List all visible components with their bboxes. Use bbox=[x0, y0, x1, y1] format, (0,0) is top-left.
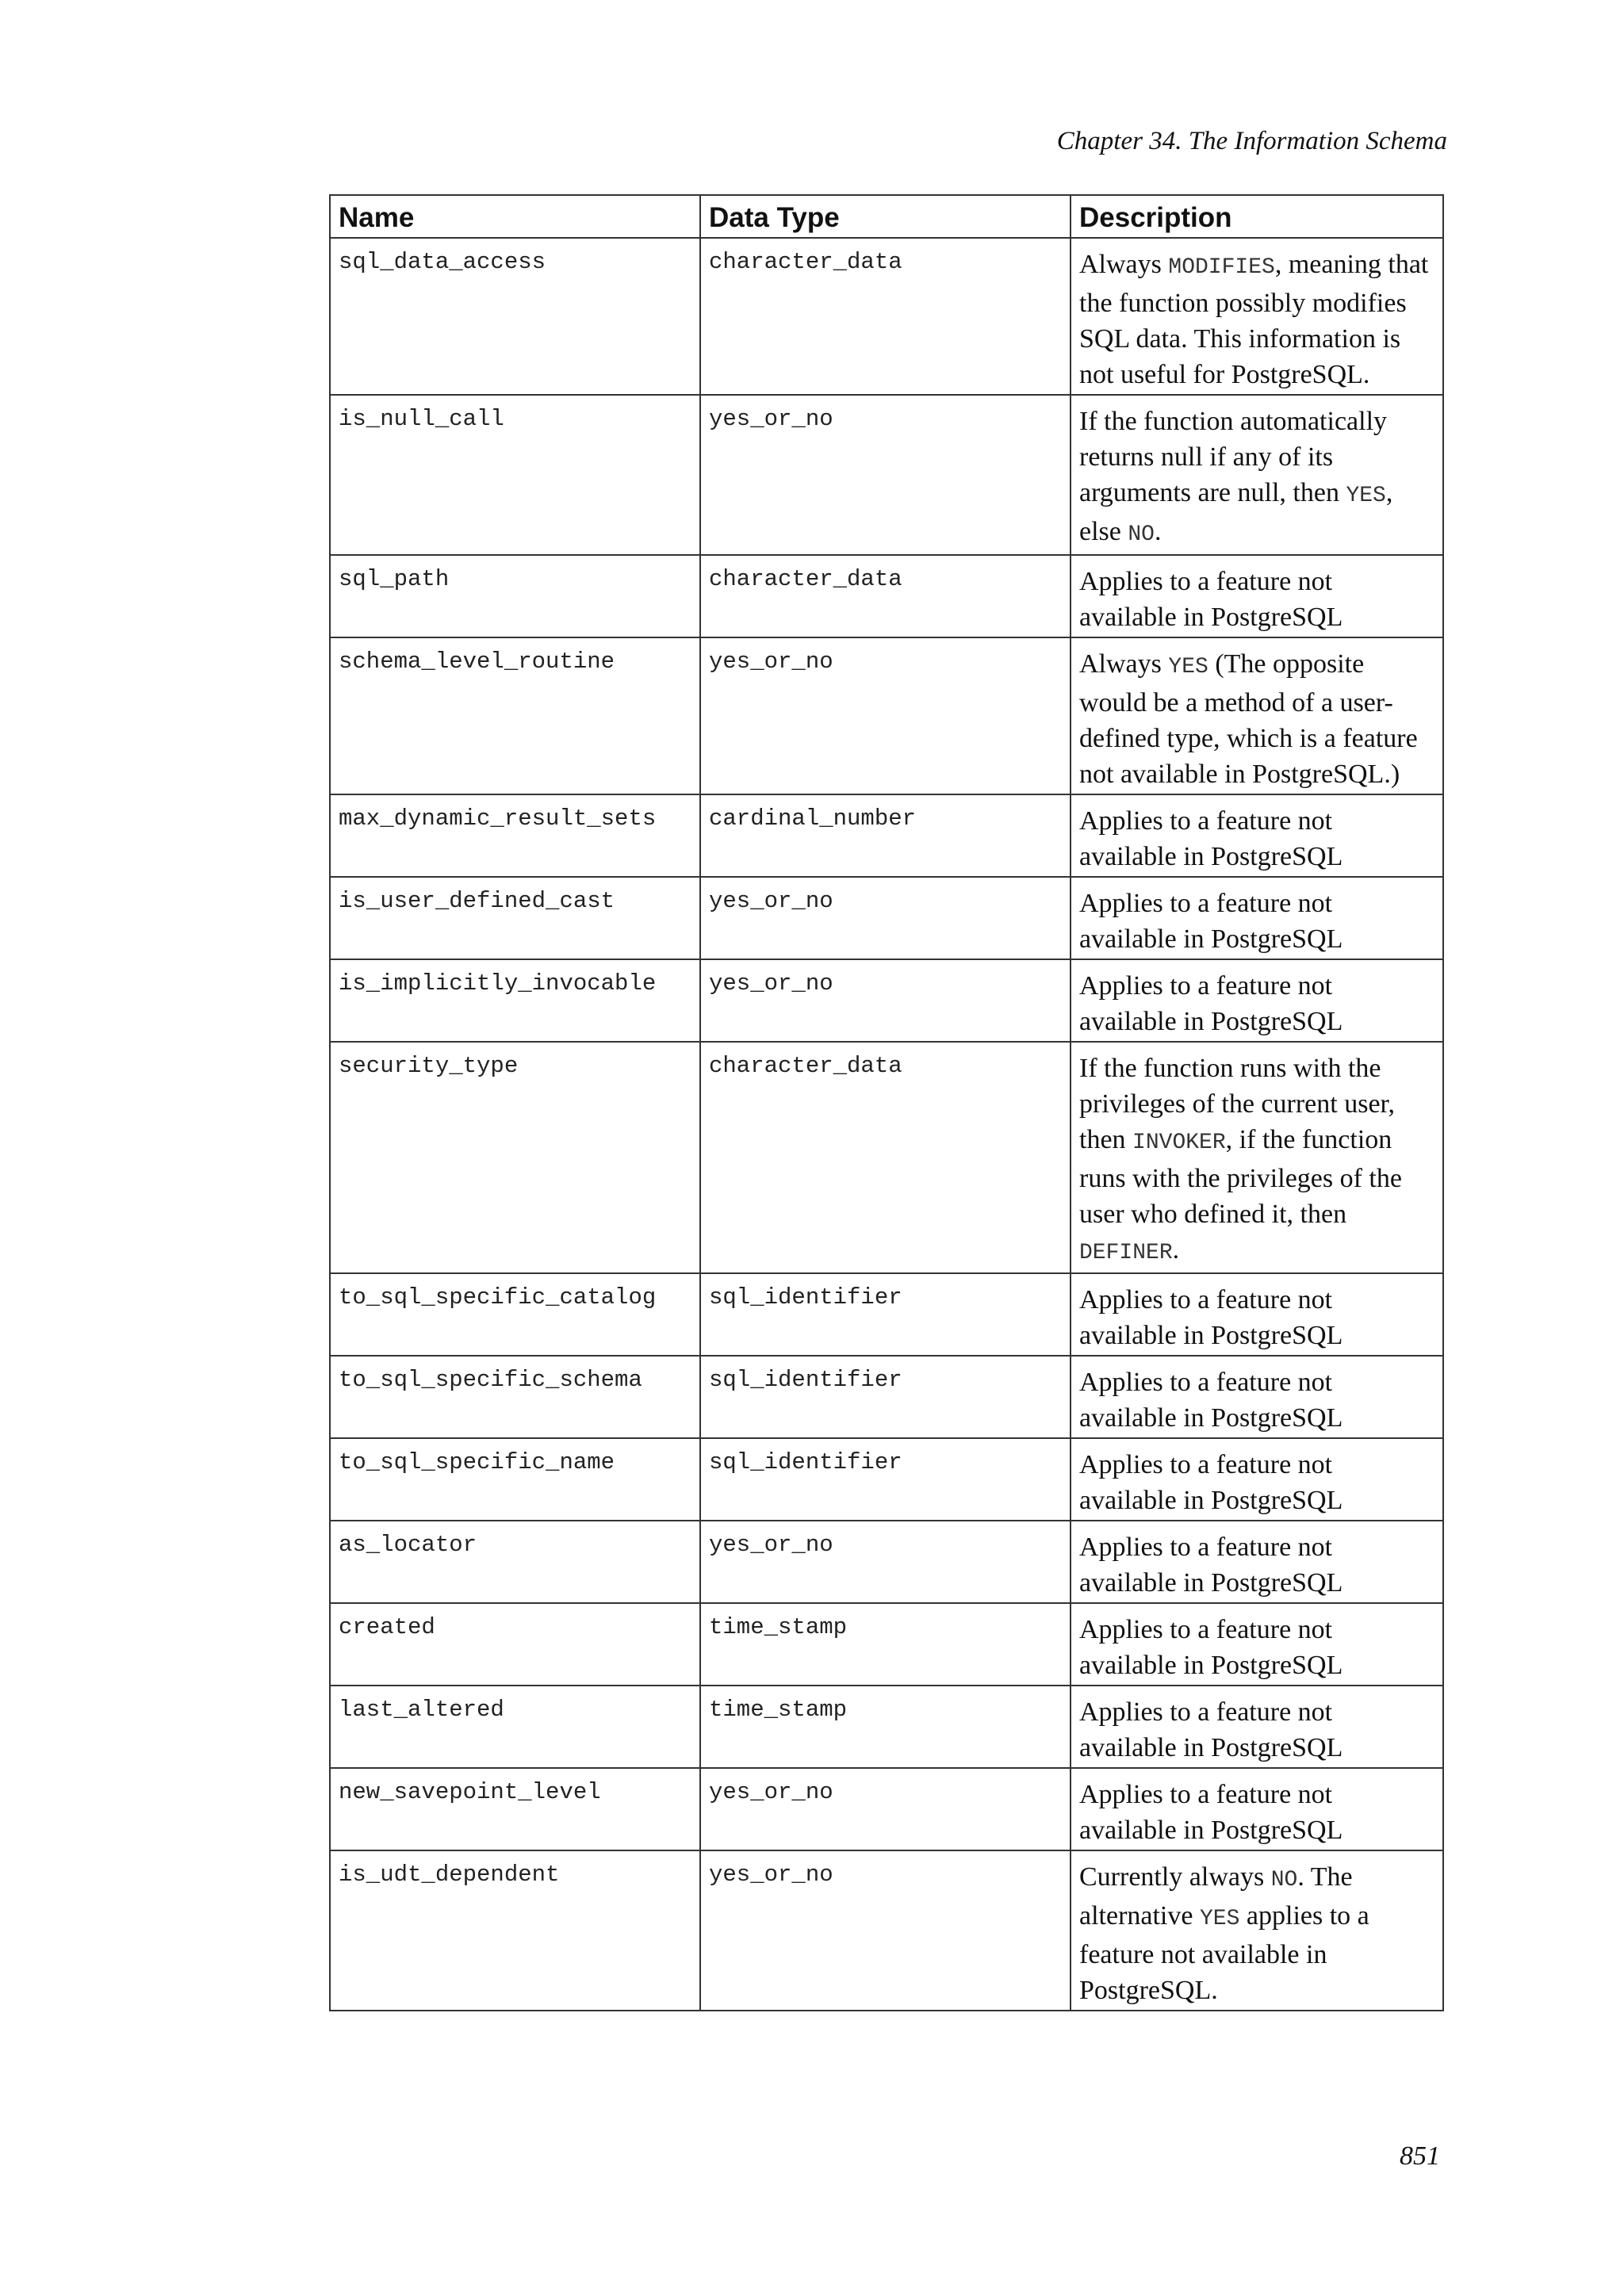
cell-description bbox=[1071, 1273, 1443, 1356]
table-row bbox=[330, 238, 1443, 395]
code-literal: YES bbox=[1168, 655, 1208, 679]
table-row bbox=[330, 1686, 1443, 1768]
table-header bbox=[330, 195, 1443, 238]
description-text: , meaning that the function possibly modifies SQL data. This information is not useful for PostgreSQL. bbox=[1079, 250, 1429, 389]
cell-description bbox=[1071, 1438, 1443, 1521]
cell-data-type: yes_or_no bbox=[700, 1850, 1071, 2011]
running-header: Chapter 34. The Information Schema bbox=[1056, 127, 1447, 155]
cell-description bbox=[1071, 1686, 1443, 1768]
description-text: Applies to a feature not available in PostgreSQL bbox=[1079, 1450, 1343, 1515]
table-row bbox=[330, 637, 1443, 794]
table-row bbox=[330, 1603, 1443, 1686]
description-text: . The alternative bbox=[1079, 1862, 1353, 1931]
description-text: Applies to a feature not available in PostgreSQL bbox=[1079, 1285, 1343, 1350]
code-literal: DEFINER bbox=[1079, 1241, 1173, 1265]
cell-data-type: cardinal_number bbox=[700, 794, 1071, 877]
table-body bbox=[330, 238, 1443, 2011]
cell-column-name: to_sql_specific_catalog bbox=[330, 1273, 700, 1356]
cell-column-name: new_savepoint_level bbox=[330, 1768, 700, 1850]
cell-column-name: is_null_call bbox=[330, 395, 700, 555]
description-text: Always bbox=[1079, 250, 1169, 279]
cell-column-name: sql_data_access bbox=[330, 238, 700, 395]
table-row bbox=[330, 959, 1443, 1042]
cell-description bbox=[1071, 1042, 1443, 1273]
cell-description bbox=[1071, 877, 1443, 959]
cell-data-type: sql_identifier bbox=[700, 1273, 1071, 1356]
description-text: , else bbox=[1079, 478, 1393, 546]
description-text: Applies to a feature not available in PostgreSQL bbox=[1079, 567, 1343, 632]
cell-column-name: as_locator bbox=[330, 1521, 700, 1603]
cell-description bbox=[1071, 1768, 1443, 1850]
description-text: Applies to a feature not available in PostgreSQL bbox=[1079, 1533, 1343, 1598]
description-text: . bbox=[1172, 1235, 1180, 1265]
cell-column-name: is_udt_dependent bbox=[330, 1850, 700, 2011]
table-row bbox=[330, 395, 1443, 555]
cell-data-type: yes_or_no bbox=[700, 959, 1071, 1042]
description-text: . bbox=[1154, 517, 1162, 546]
cell-data-type: yes_or_no bbox=[700, 877, 1071, 959]
description-text: applies to a feature not available in PostgreSQL. bbox=[1079, 1901, 1369, 2005]
column-header-description: Description bbox=[1071, 195, 1443, 238]
description-text: If the function automatically returns null if any of its arguments are null, then bbox=[1079, 407, 1388, 507]
table-row bbox=[330, 555, 1443, 637]
description-text: Applies to a feature not available in PostgreSQL bbox=[1079, 1780, 1343, 1845]
cell-description bbox=[1071, 1850, 1443, 2011]
cell-column-name: to_sql_specific_schema bbox=[330, 1356, 700, 1438]
cell-description bbox=[1071, 637, 1443, 794]
cell-data-type: yes_or_no bbox=[700, 1768, 1071, 1850]
code-literal: YES bbox=[1199, 1907, 1240, 1931]
cell-description bbox=[1071, 395, 1443, 555]
code-literal: NO bbox=[1128, 522, 1155, 547]
description-text: Applies to a feature not available in PostgreSQL bbox=[1079, 1368, 1343, 1433]
description-text: If the function runs with the privileges of the current user, then bbox=[1079, 1054, 1395, 1154]
cell-column-name: is_user_defined_cast bbox=[330, 877, 700, 959]
table-row bbox=[330, 1356, 1443, 1438]
table-header-row bbox=[330, 195, 1443, 238]
code-literal: INVOKER bbox=[1132, 1131, 1226, 1155]
description-text: Applies to a feature not available in PostgreSQL bbox=[1079, 806, 1343, 871]
column-header-name: Name bbox=[330, 195, 700, 238]
cell-description bbox=[1071, 238, 1443, 395]
cell-column-name: sql_path bbox=[330, 555, 700, 637]
code-literal: YES bbox=[1346, 484, 1386, 508]
table-row bbox=[330, 1521, 1443, 1603]
cell-column-name: to_sql_specific_name bbox=[330, 1438, 700, 1521]
cell-column-name: max_dynamic_result_sets bbox=[330, 794, 700, 877]
cell-description bbox=[1071, 959, 1443, 1042]
cell-column-name: is_implicitly_invocable bbox=[330, 959, 700, 1042]
cell-column-name: schema_level_routine bbox=[330, 637, 700, 794]
page-number: 851 bbox=[1400, 2141, 1440, 2171]
cell-data-type: character_data bbox=[700, 238, 1071, 395]
table-row bbox=[330, 1273, 1443, 1356]
cell-data-type: time_stamp bbox=[700, 1603, 1071, 1686]
cell-data-type: character_data bbox=[700, 555, 1071, 637]
cell-column-name: security_type bbox=[330, 1042, 700, 1273]
cell-data-type: sql_identifier bbox=[700, 1438, 1071, 1521]
table-row bbox=[330, 1850, 1443, 2011]
cell-data-type: character_data bbox=[700, 1042, 1071, 1273]
cell-description bbox=[1071, 555, 1443, 637]
cell-data-type: time_stamp bbox=[700, 1686, 1071, 1768]
cell-description bbox=[1071, 1521, 1443, 1603]
cell-data-type: yes_or_no bbox=[700, 395, 1071, 555]
description-text: , if the function runs with the privileges of the user who defined it, then bbox=[1079, 1125, 1402, 1229]
cell-column-name: created bbox=[330, 1603, 700, 1686]
cell-description bbox=[1071, 794, 1443, 877]
cell-description bbox=[1071, 1603, 1443, 1686]
cell-data-type: yes_or_no bbox=[700, 1521, 1071, 1603]
table-row bbox=[330, 1042, 1443, 1273]
cell-description bbox=[1071, 1356, 1443, 1438]
table-row bbox=[330, 1768, 1443, 1850]
description-text: Applies to a feature not available in PostgreSQL bbox=[1079, 1697, 1343, 1762]
routines-columns-table bbox=[329, 194, 1444, 2011]
description-text: Applies to a feature not available in PostgreSQL bbox=[1079, 971, 1343, 1036]
table-row bbox=[330, 1438, 1443, 1521]
column-header-data-type: Data Type bbox=[700, 195, 1071, 238]
description-text: Applies to a feature not available in PostgreSQL bbox=[1079, 1615, 1343, 1680]
description-text: Currently always bbox=[1079, 1862, 1271, 1892]
table-row bbox=[330, 877, 1443, 959]
cell-data-type: yes_or_no bbox=[700, 637, 1071, 794]
cell-column-name: last_altered bbox=[330, 1686, 700, 1768]
description-text: Always bbox=[1079, 649, 1169, 679]
table-row bbox=[330, 794, 1443, 877]
code-literal: MODIFIES bbox=[1168, 255, 1275, 280]
description-text: Applies to a feature not available in PostgreSQL bbox=[1079, 889, 1343, 954]
code-literal: NO bbox=[1270, 1868, 1298, 1892]
cell-data-type: sql_identifier bbox=[700, 1356, 1071, 1438]
description-text: (The opposite would be a method of a user-defined type, which is a feature not available in PostgreSQL.) bbox=[1079, 649, 1418, 789]
